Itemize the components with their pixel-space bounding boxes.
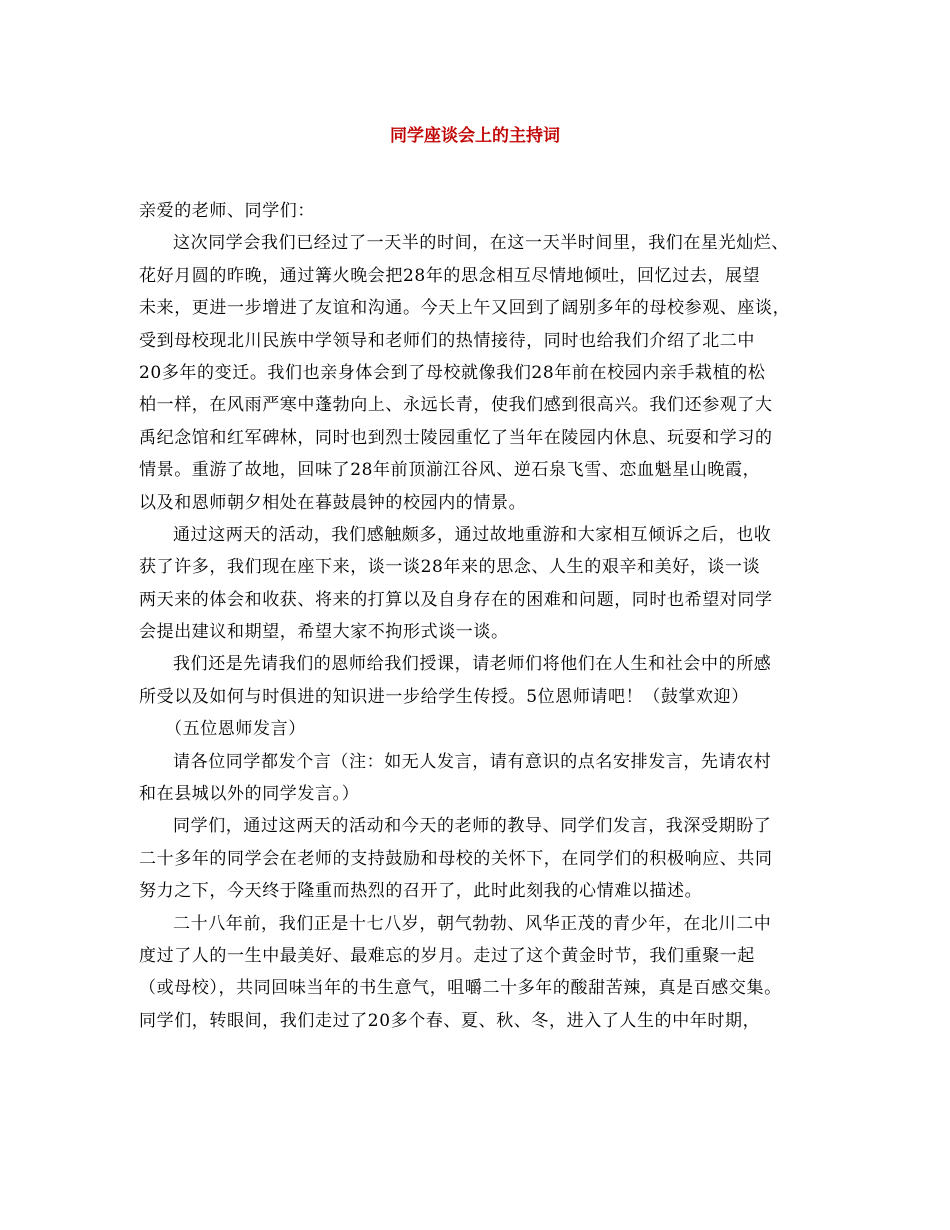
text-line: 以及和恩师朝夕相处在暮鼓晨钟的校园内的情景。 <box>139 492 527 513</box>
text-line: 同学们，转眼间，我们走过了20多个春、夏、秋、冬，进入了人生的中年时期， <box>139 1010 761 1031</box>
text-line: 柏一样，在风雨严寒中蓬勃向上、永远长青，使我们感到很高兴。我们还参观了大 <box>139 395 773 416</box>
text-line: 度过了人的一生中最美好、最难忘的岁月。走过了这个黄金时节，我们重聚一起 <box>139 945 755 966</box>
text-line: 20多年的变迁。我们也亲身体会到了母校就像我们28年前在校园内亲手栽植的松 <box>139 362 766 383</box>
text-line: 亲爱的老师、同学们： <box>139 201 315 221</box>
text-line: 两天来的体会和收获、将来的打算以及自身存在的困难和问题，同时也希望对同学 <box>139 589 773 610</box>
text-line: 同学们，通过这两天的活动和今天的老师的教导、同学们发言，我深受期盼了 <box>173 816 772 837</box>
text-line: 所受以及如何与时俱进的知识进一步给学生传授。5位恩师请吧！（鼓掌欢迎） <box>139 686 749 707</box>
text-line: 未来，更进一步增进了友谊和沟通。今天上午又回到了阔别多年的母校参观、座谈， <box>139 298 791 319</box>
text-line: （或母校），共同回味当年的书生意气，咀嚼二十多年的酸甜苦辣，真是百感交集。 <box>139 978 782 999</box>
text-line: 禹纪念馆和红军碑林，同时也到烈士陵园重忆了当年在陵园内休息、玩耍和学习的 <box>139 427 773 448</box>
text-line: 通过这两天的活动，我们感触颇多，通过故地重游和大家相互倾诉之后，也收 <box>173 524 772 545</box>
text-line: 我们还是先请我们的恩师给我们授课，请老师们将他们在人生和社会中的所感 <box>173 654 772 675</box>
text-line: 二十八年前，我们正是十七八岁，朝气勃勃、风华正茂的青少年，在北川二中 <box>173 913 772 934</box>
text-line: 情景。重游了故地，回味了28年前顶湔江谷风、逆石泉飞雪、恋血魁星山晚霞， <box>139 460 761 481</box>
text-line: 花好月圆的昨晚，通过篝火晚会把28年的思念相互尽情地倾吐，回忆过去，展望 <box>139 265 761 286</box>
text-line: 请各位同学都发个言（注：如无人发言，请有意识的点名安排发言，先请农村 <box>173 751 772 772</box>
text-line: 二十多年的同学会在老师的支持鼓励和母校的关怀下，在同学们的积极响应、共同 <box>139 848 773 869</box>
document-body <box>139 195 815 1037</box>
text-line: 获了许多，我们现在座下来，谈一谈28年来的思念、人生的艰辛和美好，谈一谈 <box>139 557 761 578</box>
text-line: 努力之下，今天终于隆重而热烈的召开了，此时此刻我的心情难以描述。 <box>139 881 703 902</box>
text-line: 会提出建议和期望，希望大家不拘形式谈一谈。 <box>139 622 509 643</box>
text-line: 受到母校现北川民族中学领导和老师们的热情接待，同时也给我们介绍了北二中 <box>139 330 755 351</box>
text-line: 和在县城以外的同学发言。） <box>139 784 360 805</box>
text-line: 这次同学会我们已经过了一天半的时间，在这一天半时间里，我们在星光灿烂、 <box>173 233 789 254</box>
document-title: 同学座谈会上的主持词 <box>390 126 560 146</box>
text-line: （五位恩师发言） <box>165 719 306 740</box>
